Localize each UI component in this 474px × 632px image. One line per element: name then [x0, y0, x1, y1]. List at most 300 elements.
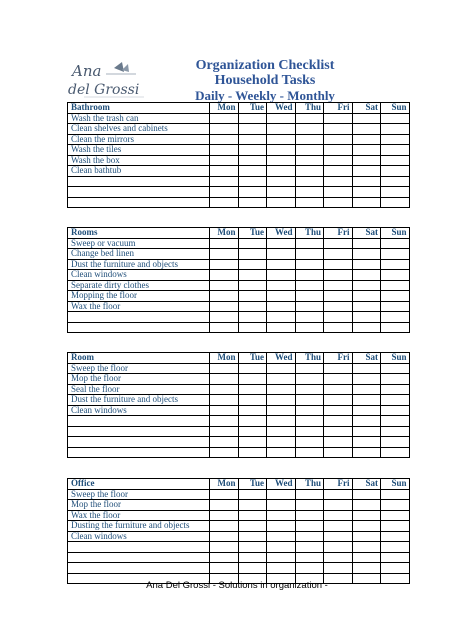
table-row: [68, 384, 410, 395]
checkbox-cell[interactable]: [352, 363, 381, 374]
day-header: Fri: [324, 228, 353, 239]
checkbox-cell[interactable]: [352, 531, 381, 542]
checkbox-cell[interactable]: [267, 166, 296, 177]
checkbox-cell[interactable]: [381, 249, 410, 260]
checkbox-cell[interactable]: [324, 447, 353, 458]
checkbox-cell[interactable]: [381, 447, 410, 458]
checkbox-cell[interactable]: [324, 238, 353, 249]
checkbox-cell[interactable]: [267, 270, 296, 281]
checkbox-cell[interactable]: [324, 563, 353, 574]
checkbox-cell[interactable]: [238, 521, 267, 532]
checkbox-cell[interactable]: [267, 563, 296, 574]
task-label: Clean windows: [68, 405, 210, 416]
day-header: Sun: [381, 228, 410, 239]
checkbox-cell[interactable]: [210, 270, 239, 281]
logo-sail-icon: [114, 62, 124, 72]
checkbox-cell[interactable]: [295, 384, 324, 395]
table-row: [68, 176, 410, 187]
day-header: Thu: [295, 479, 324, 490]
checkbox-cell[interactable]: [295, 405, 324, 416]
checkbox-cell[interactable]: [210, 312, 239, 323]
checkbox-cell[interactable]: [324, 426, 353, 437]
checkbox-cell[interactable]: [210, 510, 239, 521]
checkbox-cell[interactable]: [381, 500, 410, 511]
checkbox-cell[interactable]: [324, 312, 353, 323]
checkbox-cell[interactable]: [267, 249, 296, 260]
checkbox-cell[interactable]: [324, 197, 353, 208]
checkbox-cell[interactable]: [267, 176, 296, 187]
checkbox-cell[interactable]: [238, 187, 267, 198]
table-row: [68, 270, 410, 281]
checkbox-cell[interactable]: [267, 363, 296, 374]
checkbox-cell[interactable]: [352, 197, 381, 208]
checkbox-cell[interactable]: [267, 187, 296, 198]
day-header: Mon: [210, 479, 239, 490]
checkbox-cell[interactable]: [267, 384, 296, 395]
checkbox-cell[interactable]: [210, 542, 239, 553]
checkbox-cell[interactable]: [381, 113, 410, 124]
checkbox-cell[interactable]: [324, 113, 353, 124]
checkbox-cell[interactable]: [352, 176, 381, 187]
checkbox-cell[interactable]: [352, 510, 381, 521]
day-header: Tue: [238, 103, 267, 114]
checkbox-cell[interactable]: [210, 426, 239, 437]
checkbox-cell[interactable]: [210, 176, 239, 187]
checkbox-cell[interactable]: [352, 312, 381, 323]
checkbox-cell[interactable]: [267, 405, 296, 416]
checkbox-cell[interactable]: [238, 280, 267, 291]
checkbox-cell[interactable]: [352, 405, 381, 416]
checkbox-cell[interactable]: [352, 134, 381, 145]
checkbox-cell[interactable]: [210, 531, 239, 542]
checkbox-cell[interactable]: [381, 291, 410, 302]
checkbox-cell[interactable]: [210, 447, 239, 458]
checkbox-cell[interactable]: [352, 542, 381, 553]
checkbox-cell[interactable]: [238, 437, 267, 448]
checkbox-cell[interactable]: [324, 531, 353, 542]
checkbox-cell[interactable]: [295, 124, 324, 135]
checkbox-cell[interactable]: [295, 521, 324, 532]
checkbox-cell[interactable]: [238, 322, 267, 333]
day-header: Mon: [210, 103, 239, 114]
checkbox-cell[interactable]: [352, 322, 381, 333]
section-heading: Room: [68, 353, 210, 364]
checkbox-cell[interactable]: [324, 176, 353, 187]
checkbox-cell[interactable]: [295, 187, 324, 198]
checkbox-cell[interactable]: [352, 563, 381, 574]
checkbox-cell[interactable]: [238, 249, 267, 260]
checkbox-cell[interactable]: [238, 542, 267, 553]
day-header: Mon: [210, 228, 239, 239]
checkbox-cell[interactable]: [295, 510, 324, 521]
checkbox-cell[interactable]: [324, 374, 353, 385]
task-label: Wash the tiles: [68, 145, 210, 156]
checkbox-cell[interactable]: [352, 270, 381, 281]
checkbox-cell[interactable]: [295, 489, 324, 500]
checkbox-cell[interactable]: [238, 166, 267, 177]
checkbox-cell[interactable]: [238, 405, 267, 416]
task-label: Mop the floor: [68, 374, 210, 385]
checkbox-cell[interactable]: [210, 155, 239, 166]
checkbox-cell[interactable]: [324, 291, 353, 302]
checkbox-cell[interactable]: [210, 416, 239, 427]
checkbox-cell[interactable]: [295, 291, 324, 302]
checkbox-cell[interactable]: [324, 416, 353, 427]
checkbox-cell[interactable]: [295, 322, 324, 333]
checkbox-cell[interactable]: [352, 291, 381, 302]
checkbox-cell[interactable]: [381, 166, 410, 177]
checkbox-cell[interactable]: [324, 187, 353, 198]
checkbox-cell[interactable]: [210, 405, 239, 416]
checkbox-cell[interactable]: [324, 155, 353, 166]
checkbox-cell[interactable]: [381, 552, 410, 563]
checkbox-cell[interactable]: [324, 521, 353, 532]
checkbox-cell[interactable]: [238, 416, 267, 427]
checkbox-cell[interactable]: [210, 363, 239, 374]
checkbox-cell[interactable]: [267, 500, 296, 511]
checkbox-cell[interactable]: [295, 374, 324, 385]
checkbox-cell[interactable]: [267, 145, 296, 156]
checkbox-cell[interactable]: [210, 489, 239, 500]
checkbox-cell[interactable]: [267, 124, 296, 135]
checkbox-cell[interactable]: [381, 489, 410, 500]
checkbox-cell[interactable]: [324, 384, 353, 395]
checkbox-cell[interactable]: [238, 238, 267, 249]
checkbox-cell[interactable]: [381, 405, 410, 416]
checkbox-cell[interactable]: [324, 405, 353, 416]
checkbox-cell[interactable]: [381, 312, 410, 323]
table-row: [68, 280, 410, 291]
day-header: Wed: [267, 228, 296, 239]
checkbox-cell[interactable]: [267, 416, 296, 427]
checkbox-cell[interactable]: [295, 395, 324, 406]
checkbox-cell[interactable]: [324, 395, 353, 406]
checkbox-cell[interactable]: [352, 437, 381, 448]
checkbox-cell[interactable]: [210, 552, 239, 563]
checkbox-cell[interactable]: [381, 521, 410, 532]
checkbox-cell[interactable]: [381, 426, 410, 437]
checkbox-cell[interactable]: [352, 521, 381, 532]
checkbox-cell[interactable]: [210, 187, 239, 198]
checkbox-cell[interactable]: [381, 416, 410, 427]
checkbox-cell[interactable]: [381, 384, 410, 395]
checkbox-cell[interactable]: [295, 552, 324, 563]
checkbox-cell[interactable]: [210, 384, 239, 395]
table-row: [68, 363, 410, 374]
table-row: [68, 301, 410, 312]
checkbox-cell[interactable]: [210, 301, 239, 312]
task-label: [68, 447, 210, 458]
checkbox-cell[interactable]: [238, 155, 267, 166]
checkbox-cell[interactable]: [352, 145, 381, 156]
checkbox-cell[interactable]: [267, 238, 296, 249]
checkbox-cell[interactable]: [267, 521, 296, 532]
checkbox-cell[interactable]: [267, 374, 296, 385]
task-label: Wax the floor: [68, 301, 210, 312]
checkbox-cell[interactable]: [381, 197, 410, 208]
checkbox-cell[interactable]: [267, 259, 296, 270]
checkbox-cell[interactable]: [210, 374, 239, 385]
checkbox-cell[interactable]: [238, 176, 267, 187]
checkbox-cell[interactable]: [238, 124, 267, 135]
checkbox-cell[interactable]: [267, 197, 296, 208]
checkbox-cell[interactable]: [352, 124, 381, 135]
section-heading: Office: [68, 479, 210, 490]
checkbox-cell[interactable]: [295, 447, 324, 458]
checkbox-cell[interactable]: [352, 259, 381, 270]
checkbox-cell[interactable]: [267, 531, 296, 542]
checkbox-cell[interactable]: [295, 426, 324, 437]
checkbox-cell[interactable]: [238, 301, 267, 312]
checkbox-cell[interactable]: [210, 500, 239, 511]
checkbox-cell[interactable]: [210, 166, 239, 177]
day-header: Sat: [352, 353, 381, 364]
checkbox-cell[interactable]: [238, 384, 267, 395]
checkbox-cell[interactable]: [324, 363, 353, 374]
checkbox-cell[interactable]: [238, 447, 267, 458]
checkbox-cell[interactable]: [295, 363, 324, 374]
table-row: [68, 187, 410, 198]
checkbox-cell[interactable]: [324, 489, 353, 500]
table-row: [68, 395, 410, 406]
checkbox-cell[interactable]: [238, 291, 267, 302]
checkbox-cell[interactable]: [381, 145, 410, 156]
checkbox-cell[interactable]: [381, 542, 410, 553]
table-row: [68, 510, 410, 521]
day-header: Tue: [238, 228, 267, 239]
checkbox-cell[interactable]: [381, 531, 410, 542]
checkbox-cell[interactable]: [238, 563, 267, 574]
checkbox-cell[interactable]: [352, 384, 381, 395]
checkbox-cell[interactable]: [352, 489, 381, 500]
checkbox-cell[interactable]: [295, 312, 324, 323]
checkbox-cell[interactable]: [324, 145, 353, 156]
task-label: Clean windows: [68, 270, 210, 281]
table-row: [68, 531, 410, 542]
task-label: Seal the floor: [68, 384, 210, 395]
checkbox-cell[interactable]: [295, 301, 324, 312]
title-line-3: Daily - Weekly - Monthly: [195, 88, 335, 103]
table-row: [68, 426, 410, 437]
checkbox-cell[interactable]: [381, 134, 410, 145]
checkbox-cell[interactable]: [352, 426, 381, 437]
checkbox-cell[interactable]: [238, 531, 267, 542]
checkbox-cell[interactable]: [267, 395, 296, 406]
checkbox-cell[interactable]: [210, 124, 239, 135]
checkbox-cell[interactable]: [352, 374, 381, 385]
checkbox-cell[interactable]: [238, 197, 267, 208]
checkbox-cell[interactable]: [267, 426, 296, 437]
checkbox-cell[interactable]: [381, 363, 410, 374]
checkbox-cell[interactable]: [267, 322, 296, 333]
checkbox-cell[interactable]: [238, 145, 267, 156]
checkbox-cell[interactable]: [352, 416, 381, 427]
checkbox-cell[interactable]: [352, 500, 381, 511]
day-header: Sun: [381, 103, 410, 114]
checkbox-cell[interactable]: [210, 113, 239, 124]
checkbox-cell[interactable]: [210, 291, 239, 302]
checkbox-cell[interactable]: [381, 510, 410, 521]
checkbox-cell[interactable]: [210, 145, 239, 156]
checkbox-cell[interactable]: [295, 416, 324, 427]
section-heading: Rooms: [68, 228, 210, 239]
checkbox-cell[interactable]: [267, 155, 296, 166]
checkbox-cell[interactable]: [381, 270, 410, 281]
checkbox-cell[interactable]: [267, 291, 296, 302]
checkbox-cell[interactable]: [238, 489, 267, 500]
checkbox-cell[interactable]: [381, 437, 410, 448]
checkbox-cell[interactable]: [324, 249, 353, 260]
checkbox-cell[interactable]: [267, 542, 296, 553]
table-row: [68, 374, 410, 385]
checkbox-cell[interactable]: [295, 280, 324, 291]
checkbox-cell[interactable]: [295, 542, 324, 553]
checkbox-cell[interactable]: [324, 166, 353, 177]
checkbox-cell[interactable]: [381, 238, 410, 249]
checkbox-cell[interactable]: [267, 437, 296, 448]
checkbox-cell[interactable]: [267, 447, 296, 458]
checkbox-cell[interactable]: [324, 510, 353, 521]
checkbox-cell[interactable]: [295, 113, 324, 124]
checkbox-cell[interactable]: [381, 176, 410, 187]
checkbox-cell[interactable]: [352, 187, 381, 198]
checkbox-cell[interactable]: [324, 124, 353, 135]
task-label: [68, 322, 210, 333]
table-row: [68, 437, 410, 448]
checkbox-cell[interactable]: [381, 563, 410, 574]
checkbox-cell[interactable]: [295, 563, 324, 574]
checkbox-cell[interactable]: [324, 280, 353, 291]
task-label: [68, 312, 210, 323]
checkbox-cell[interactable]: [324, 437, 353, 448]
checkbox-cell[interactable]: [238, 113, 267, 124]
task-label: Clean bathtub: [68, 166, 210, 177]
checkbox-cell[interactable]: [267, 301, 296, 312]
checkbox-cell[interactable]: [210, 134, 239, 145]
checkbox-cell[interactable]: [210, 563, 239, 574]
checkbox-cell[interactable]: [295, 155, 324, 166]
checkbox-cell[interactable]: [238, 374, 267, 385]
checkbox-cell[interactable]: [381, 124, 410, 135]
checkbox-cell[interactable]: [267, 280, 296, 291]
checkbox-cell[interactable]: [381, 259, 410, 270]
checkbox-cell[interactable]: [267, 113, 296, 124]
checkbox-cell[interactable]: [324, 500, 353, 511]
checkbox-cell[interactable]: [267, 510, 296, 521]
task-label: [68, 187, 210, 198]
checkbox-cell[interactable]: [352, 155, 381, 166]
checkbox-cell[interactable]: [324, 552, 353, 563]
checkbox-cell[interactable]: [295, 437, 324, 448]
checkbox-cell[interactable]: [238, 312, 267, 323]
checkbox-cell[interactable]: [381, 301, 410, 312]
checkbox-cell[interactable]: [295, 166, 324, 177]
checkbox-cell[interactable]: [238, 510, 267, 521]
day-header: Mon: [210, 353, 239, 364]
checkbox-cell[interactable]: [210, 280, 239, 291]
checkbox-cell[interactable]: [295, 197, 324, 208]
checkbox-cell[interactable]: [267, 134, 296, 145]
table-row: [68, 552, 410, 563]
checkbox-cell[interactable]: [324, 542, 353, 553]
task-label: Mop the floor: [68, 500, 210, 511]
checkbox-cell[interactable]: [352, 113, 381, 124]
checkbox-cell[interactable]: [210, 197, 239, 208]
checkbox-cell[interactable]: [381, 280, 410, 291]
checkbox-cell[interactable]: [238, 270, 267, 281]
checkbox-cell[interactable]: [324, 270, 353, 281]
checkbox-cell[interactable]: [238, 395, 267, 406]
checkbox-cell[interactable]: [295, 238, 324, 249]
checkbox-cell[interactable]: [267, 552, 296, 563]
checkbox-cell[interactable]: [352, 552, 381, 563]
day-header: Sun: [381, 479, 410, 490]
checkbox-cell[interactable]: [352, 280, 381, 291]
checkbox-cell[interactable]: [295, 531, 324, 542]
checkbox-cell[interactable]: [210, 437, 239, 448]
day-header: Sun: [381, 353, 410, 364]
checkbox-cell[interactable]: [295, 500, 324, 511]
checkbox-cell[interactable]: [352, 249, 381, 260]
checkbox-cell[interactable]: [295, 145, 324, 156]
checkbox-cell[interactable]: [324, 322, 353, 333]
checkbox-cell[interactable]: [210, 322, 239, 333]
checkbox-cell[interactable]: [238, 134, 267, 145]
checkbox-cell[interactable]: [238, 426, 267, 437]
checkbox-cell[interactable]: [352, 395, 381, 406]
checkbox-cell[interactable]: [238, 259, 267, 270]
checkbox-cell[interactable]: [352, 447, 381, 458]
checkbox-cell[interactable]: [210, 395, 239, 406]
checkbox-cell[interactable]: [381, 155, 410, 166]
checkbox-cell[interactable]: [381, 187, 410, 198]
checkbox-cell[interactable]: [210, 259, 239, 270]
checkbox-cell[interactable]: [324, 134, 353, 145]
table-row: [68, 134, 410, 145]
checkbox-cell[interactable]: [352, 238, 381, 249]
checkbox-cell[interactable]: [295, 270, 324, 281]
checkbox-cell[interactable]: [324, 301, 353, 312]
task-label: Sweep the floor: [68, 489, 210, 500]
checkbox-cell[interactable]: [238, 500, 267, 511]
checkbox-cell[interactable]: [295, 249, 324, 260]
checkbox-cell[interactable]: [381, 395, 410, 406]
checkbox-cell[interactable]: [267, 312, 296, 323]
checkbox-cell[interactable]: [352, 166, 381, 177]
checkbox-cell[interactable]: [295, 134, 324, 145]
checkbox-cell[interactable]: [210, 521, 239, 532]
checkbox-cell[interactable]: [381, 322, 410, 333]
logo-text-ana: Ana: [72, 62, 102, 80]
task-label: Wax the floor: [68, 510, 210, 521]
checkbox-cell[interactable]: [238, 363, 267, 374]
checkbox-cell[interactable]: [267, 489, 296, 500]
day-header: Fri: [324, 353, 353, 364]
table-header-row: [68, 353, 410, 364]
checkbox-cell[interactable]: [352, 301, 381, 312]
checkbox-cell[interactable]: [295, 176, 324, 187]
checkbox-cell[interactable]: [238, 552, 267, 563]
table-row: [68, 500, 410, 511]
table-row: [68, 521, 410, 532]
checkbox-cell[interactable]: [210, 238, 239, 249]
checkbox-cell[interactable]: [381, 374, 410, 385]
company-logo: [66, 58, 148, 100]
checkbox-cell[interactable]: [324, 259, 353, 270]
checkbox-cell[interactable]: [210, 249, 239, 260]
checkbox-cell[interactable]: [295, 259, 324, 270]
table-row: [68, 145, 410, 156]
